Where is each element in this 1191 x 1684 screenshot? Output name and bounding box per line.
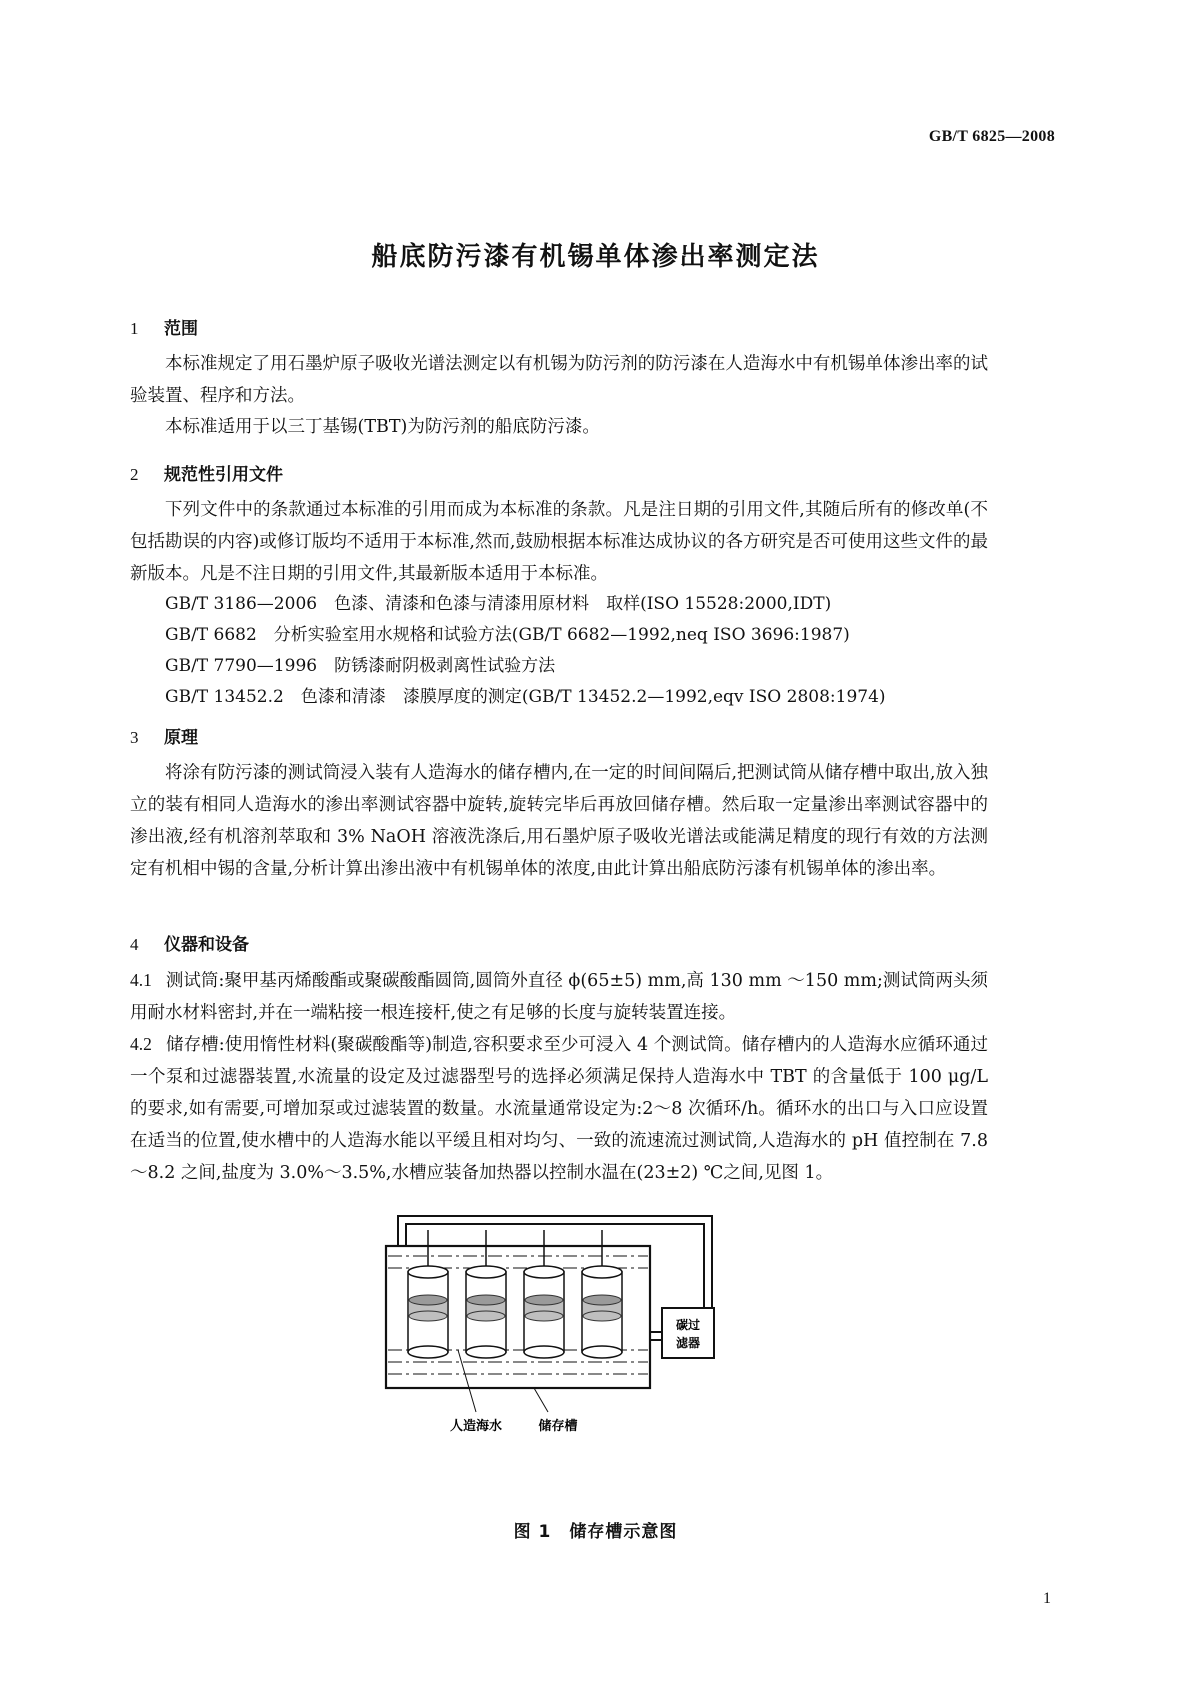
clause-text: 储存槽:使用惰性材料(聚碳酸酯等)制造,容积要求至少可浸入 4 个测试筒。储存槽内的人造海水应循环通过一个泵和过滤器装置,水流量的设定及过滤器型号的选择必须满足保持人造海水中 TBT 的含量低于 100 μg/L 的要求,如有需要,可增加泵或过滤装置的数量。水流量通常设定为:2～8 次循环/h。循环水的出口与入口应设置在适当的位置,使水槽中的人造海水能以平缓且相对均匀、一致的流速流过测试筒,人造海水的 pH 值控制在 7.8～8.2 之间,盐度为 3.0%～3.5%,水槽应装备加热器以控制水温在(23±2) ℃之间,见图 1。	[130, 1035, 988, 1183]
paragraph: 本标准规定了用石墨炉原子吸收光谱法测定以有机锡为防污剂的防污漆在人造海水中有机锡单体渗出率的试验装置、程序和方法。	[130, 354, 988, 406]
section-title: 规范性引用文件	[164, 465, 283, 485]
reference-item: GB/T 3186—2006 色漆、清漆和色漆与清漆用原材料 取样(ISO 15528:2000,IDT)	[165, 594, 832, 614]
section-1-heading	[130, 314, 198, 339]
clause-text: 测试筒:聚甲基丙烯酸酯或聚碳酸酯圆筒,圆筒外直径 ϕ(65±5) mm,高 130 mm ～150 mm;测试筒两头须用耐水材料密封,并在一端粘接一根连接杆,使之有足够的长度与旋转装置连接。	[130, 971, 988, 1023]
test-cylinder	[408, 1230, 448, 1358]
clause-4-2	[130, 1028, 988, 1189]
filter-label-line2: 滤器	[675, 1336, 701, 1350]
section-3-heading	[130, 723, 198, 748]
filter-label-line1: 碳过	[675, 1318, 701, 1332]
section-number: 4	[130, 935, 139, 954]
clause-number: 4.1	[130, 970, 152, 990]
section-title: 仪器和设备	[164, 935, 249, 955]
clause-4-1	[130, 964, 988, 1029]
section-number: 1	[130, 319, 139, 338]
reference-item: GB/T 7790—1996 防锈漆耐阴极剥离性试验方法	[165, 656, 556, 676]
section-4-heading	[130, 930, 249, 955]
reference-item: GB/T 13452.2 色漆和清漆 漆膜厚度的测定(GB/T 13452.2—1992,eqv ISO 2808:1974)	[165, 687, 886, 707]
test-cylinder	[466, 1230, 506, 1358]
section-title: 范围	[164, 319, 198, 339]
carbon-filter	[662, 1308, 714, 1358]
leader-line-tank	[534, 1388, 548, 1412]
test-cylinder	[582, 1230, 622, 1358]
section-number: 2	[130, 465, 139, 484]
page-number: 1	[1043, 1590, 1051, 1607]
label-seawater: 人造海水	[449, 1419, 503, 1434]
label-tank: 储存槽	[538, 1419, 578, 1434]
section-number: 3	[130, 728, 139, 747]
clause-number: 4.2	[130, 1034, 152, 1054]
figure-1-diagram	[380, 1200, 780, 1500]
paragraph: 本标准适用于以三丁基锡(TBT)为防污剂的船底防污漆。	[165, 417, 600, 437]
paragraph: 将涂有防污漆的测试筒浸入装有人造海水的储存槽内,在一定的时间间隔后,把测试筒从储存槽中取出,放入独立的装有相同人造海水的渗出率测试容器中旋转,旋转完毕后再放回储存槽。然后取一定量渗出率测试容器中的渗出液,经有机溶剂萃取和 3% NaOH 溶液洗涤后,用石墨炉原子吸收光谱法或能满足精度的现行有效的方法测定有机相中锡的含量,分析计算出渗出液中有机锡单体的浓度,由此计算出船底防污漆有机锡单体的渗出率。	[130, 763, 988, 879]
leader-line-seawater	[458, 1350, 476, 1412]
section-2-heading	[130, 460, 283, 485]
figure-caption: 图 1 储存槽示意图	[513, 1522, 678, 1542]
document-title: 船底防污漆有机锡单体渗出率测定法	[371, 242, 820, 272]
section-title: 原理	[164, 728, 198, 748]
standard-code: GB/T 6825—2008	[928, 128, 1055, 145]
paragraph: 下列文件中的条款通过本标准的引用而成为本标准的条款。凡是注日期的引用文件,其随后所有的修改单(不包括勘误的内容)或修订版均不适用于本标准,然而,鼓励根据本标准达成协议的各方研究是否可使用这些文件的最新版本。凡是不注日期的引用文件,其最新版本适用于本标准。	[130, 500, 988, 584]
test-cylinder	[524, 1230, 564, 1358]
reference-item: GB/T 6682 分析实验室用水规格和试验方法(GB/T 6682—1992,neq ISO 3696:1987)	[165, 625, 850, 645]
